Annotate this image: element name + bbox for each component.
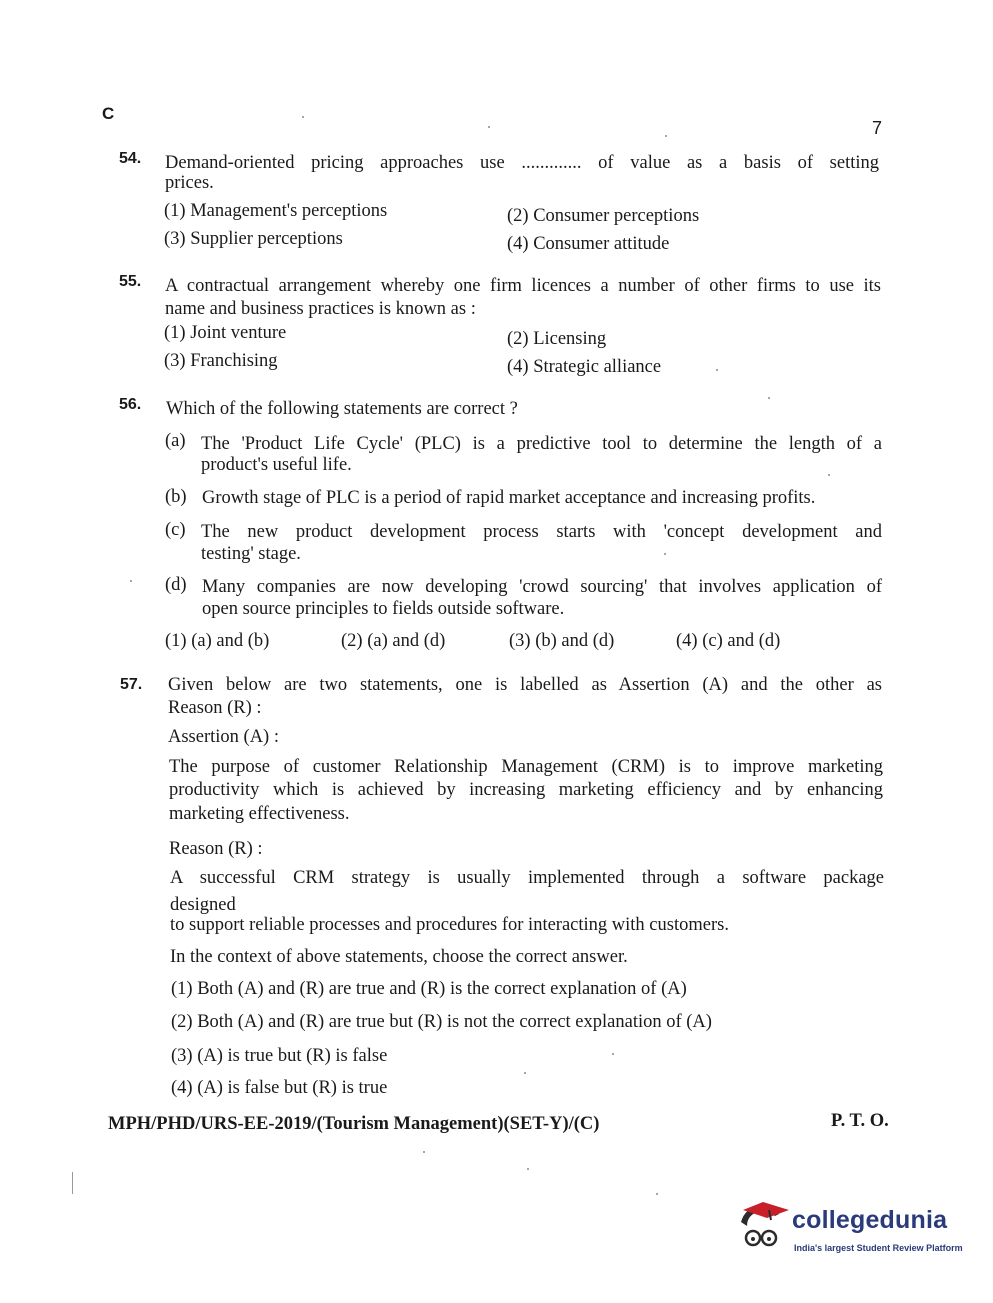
option: (2) (a) and (d) [341,631,446,651]
option: (4) (c) and (d) [676,631,781,651]
statement-label: (d) [165,575,187,595]
scan-speck [664,553,666,555]
question-stem: Given below are two statements, one is labelled as Assertion (A) and the other as [168,675,882,695]
assertion-text-cont: marketing effectiveness. [169,804,350,824]
question-stem: A contractual arrangement whereby one firm licences a number of other firms to use its [165,276,881,296]
option: (4) (A) is false but (R) is true [171,1078,388,1098]
statement-text-cont: open source principles to fields outside software. [202,599,565,619]
reason-text-cont: designed [170,895,236,915]
statement-text-cont: product's useful life. [201,455,352,475]
assertion-text: The purpose of customer Relationship Management (CRM) is to improve marketing [169,757,883,777]
question-number: 56. [119,396,142,413]
question-number: 55. [119,273,142,290]
brand-name: collegedunia [792,1206,948,1234]
option: (1) Management's perceptions [164,201,388,221]
scan-speck [302,116,304,118]
option: (3) (A) is true but (R) is false [171,1046,388,1066]
question-stem: Demand-oriented pricing approaches use ............. of value as a basis of setting [165,153,879,173]
scan-speck [130,580,132,582]
question-stem: Which of the following statements are correct ? [166,399,518,419]
question-stem-cont: Reason (R) : [168,698,262,718]
scan-speck [656,1193,658,1195]
instruction-text: In the context of above statements, choose the correct answer. [170,947,628,967]
option: (4) Strategic alliance [507,357,662,377]
reason-label: Reason (R) : [169,839,263,859]
option: (2) Licensing [507,329,607,349]
option: (3) Franchising [164,351,278,371]
statement-text-cont: testing' stage. [201,544,301,564]
option: (2) Consumer perceptions [507,206,700,226]
scan-speck [612,1053,614,1055]
scan-speck [488,126,490,128]
brand-tagline: India's largest Student Review Platform [794,1243,963,1253]
scan-speck [828,474,830,476]
pto-label: P. T. O. [831,1111,889,1131]
scan-speck [768,397,770,399]
question-number: 57. [120,676,143,693]
paper-code: MPH/PHD/URS-EE-2019/(Tourism Management)(SET-Y)/(C) [108,1114,600,1134]
option: (2) Both (A) and (R) are true but (R) is not the correct explanation of (A) [171,1012,712,1032]
statement-label: (b) [165,487,187,507]
statement-label: (c) [165,520,186,540]
statement-label: (a) [165,431,186,451]
statement-text: Growth stage of PLC is a period of rapid market acceptance and increasing profits. [202,488,816,508]
option: (1) Joint venture [164,323,287,343]
statement-text: Many companies are now developing 'crowd sourcing' that involves application of [202,577,882,597]
option: (4) Consumer attitude [507,234,670,254]
scan-speck [716,369,718,371]
scan-speck [527,1168,529,1170]
question-stem-cont: prices. [165,173,214,193]
statement-text: The 'Product Life Cycle' (PLC) is a predictive tool to determine the length of a [201,434,882,454]
scan-speck [665,135,667,137]
scan-mark [72,1172,73,1194]
corner-letter: C [102,104,115,123]
option: (3) (b) and (d) [509,631,615,651]
question-number: 54. [119,150,142,167]
assertion-label: Assertion (A) : [168,727,279,747]
option: (3) Supplier perceptions [164,229,343,249]
assertion-text-cont: productivity which is achieved by increasing marketing efficiency and by enhancing [169,780,883,800]
scan-speck [524,1072,526,1074]
page-number: 7 [872,118,883,138]
option: (1) (a) and (b) [165,631,270,651]
question-stem-cont: name and business practices is known as : [165,299,476,319]
option: (1) Both (A) and (R) are true and (R) is the correct explanation of (A) [171,979,687,999]
statement-text: The new product development process starts with 'concept development and [201,522,882,542]
reason-text: A successful CRM strategy is usually implemented through a software package [170,868,884,888]
scan-speck [423,1151,425,1153]
reason-text-cont: to support reliable processes and procedures for interacting with customers. [170,915,729,935]
mascot-icon [737,1198,793,1256]
